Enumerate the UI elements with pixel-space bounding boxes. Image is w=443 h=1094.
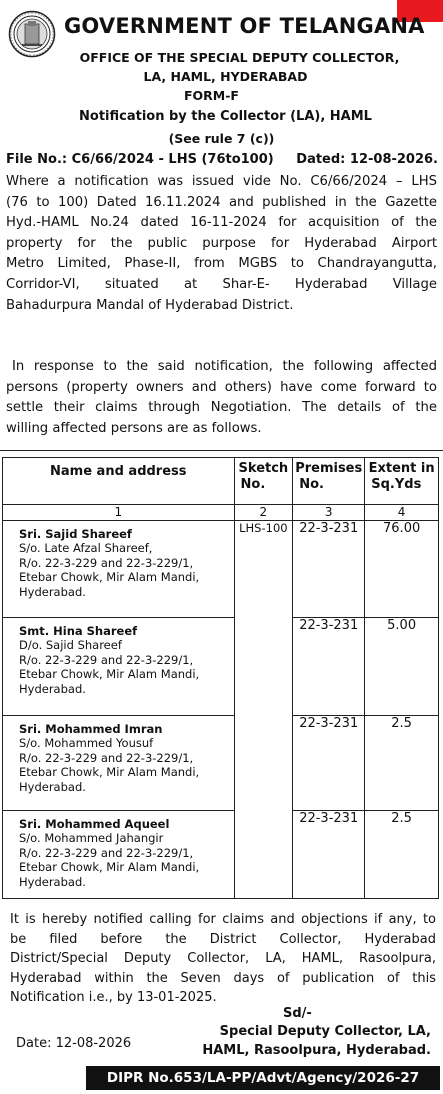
- header-premises-line: Premises: [295, 461, 363, 476]
- person-detail: D/o. Sajid Shareef: [19, 638, 122, 653]
- person-detail: Etebar Chowk, Mir Alam Mandi,: [19, 570, 200, 585]
- column-number: 3: [293, 505, 365, 521]
- table-row: [3, 716, 439, 811]
- notice-line: District/Special Deputy Collector, LA, HAML, Rasoolpura,: [10, 951, 436, 966]
- paragraph-1-line: Metro Limited, Phase-II, from MGBS to Chandrayangutta,: [6, 256, 437, 272]
- header-sketch: [234, 458, 293, 505]
- claims-notice-paragraph: [10, 910, 436, 1008]
- column-number: 2: [234, 505, 293, 521]
- person-detail: Hyderabad.: [19, 681, 86, 696]
- notification-heading: Notification by the Collector (LA), HAML: [79, 109, 372, 124]
- notice-line: Hyderabad within the Seven days of publication of this: [10, 970, 436, 986]
- person-name: Sri. Sajid Shareef: [19, 527, 132, 541]
- table-number-row: [3, 505, 439, 521]
- paragraph-2-line: willing affected persons are as follows.: [6, 420, 262, 436]
- paragraph-1-line: Corridor-VI, situated at Shar-E- Hyderabad Village: [6, 276, 437, 292]
- premises-number: 22-3-231: [293, 811, 365, 899]
- file-number-line: [6, 152, 438, 167]
- paragraph-1-line: Hyd.-HAML No.24 dated 16-11-2024 for acquisition of the: [6, 215, 437, 231]
- header-sketch-line: Sketch: [238, 461, 289, 476]
- dated: Dated: 12-08-2026.: [296, 152, 438, 167]
- person-name: Smt. Hina Shareef: [19, 624, 138, 638]
- divider: [0, 450, 443, 451]
- sketch-number: LHS-100: [234, 521, 293, 899]
- person-name: Sri. Mohammed Aqueel: [19, 817, 170, 831]
- person-detail: Etebar Chowk, Mir Alam Mandi,: [19, 765, 200, 780]
- paragraph-2-line: persons (property owners and others) have come forward to: [6, 379, 437, 395]
- paragraph-2-line: settle their claims through Negotiation. The details of the: [6, 400, 437, 416]
- file-number: File No.: C6/66/2024 - LHS (76to100): [6, 152, 274, 167]
- person-cell: [3, 716, 235, 811]
- rule-reference: (See rule 7 (c)): [168, 131, 275, 146]
- extent-value: 76.00: [365, 521, 439, 618]
- table-row: [3, 521, 439, 618]
- signature-sd: Sd/-: [283, 1006, 312, 1021]
- header-extent-line: Extent in: [368, 461, 435, 476]
- person-detail: R/o. 22-3-229 and 22-3-229/1,: [19, 652, 194, 667]
- government-title: GOVERNMENT OF TELANGANA: [64, 14, 425, 38]
- person-detail: Etebar Chowk, Mir Alam Mandi,: [19, 667, 200, 682]
- header-name-address-label: Name and address: [50, 464, 187, 479]
- table-row: [3, 618, 439, 716]
- paragraph-1-line: Where a notification was issued vide No. C6/66/2024 – LHS: [6, 174, 437, 189]
- notice-line: It is hereby notified calling for claims and objections if any, to: [10, 912, 436, 927]
- person-detail: R/o. 22-3-229 and 22-3-229/1,: [19, 555, 194, 570]
- header-extent: [365, 458, 439, 505]
- dipr-number-banner: DIPR No.653/LA-PP/Advt/Agency/2026-27: [86, 1066, 440, 1090]
- paragraph-2: [6, 357, 437, 439]
- paragraph-1: [6, 172, 437, 316]
- premises-number: 22-3-231: [293, 716, 365, 811]
- person-detail: Hyderabad.: [19, 584, 86, 599]
- person-detail: R/o. 22-3-229 and 22-3-229/1,: [19, 845, 194, 860]
- extent-value: 5.00: [365, 618, 439, 716]
- paragraph-1-line: Bahadurpura Mandal of Hyderabad District.: [6, 297, 294, 313]
- form-label: FORM-F: [184, 88, 239, 103]
- notice-line: be filed before the District Collector, Hyderabad: [10, 931, 436, 947]
- column-number: 1: [3, 505, 235, 521]
- premises-number: 22-3-231: [293, 618, 365, 716]
- column-number: 4: [365, 505, 439, 521]
- extent-value: 2.5: [365, 716, 439, 811]
- person-detail: Hyderabad.: [19, 779, 86, 794]
- office-line-2: LA, HAML, HYDERABAD: [143, 69, 308, 84]
- claims-table: [2, 457, 439, 899]
- header-premises-line: No.: [299, 477, 324, 492]
- paragraph-1-line: (76 to 100) Dated 16.11.2024 and published in the Gazette: [6, 194, 437, 210]
- signatory-line-2: HAML, Rasoolpura, Hyderabad.: [202, 1043, 431, 1058]
- header-name-address: [3, 458, 235, 505]
- person-cell: [3, 618, 235, 716]
- header-sketch-line: No.: [240, 477, 266, 492]
- person-detail: S/o. Late Afzal Shareef,: [19, 541, 153, 556]
- paragraph-1-line: property for the public purpose for Hyderabad Airport: [6, 235, 437, 251]
- premises-number: 22-3-231: [293, 521, 365, 618]
- person-detail: Etebar Chowk, Mir Alam Mandi,: [19, 860, 200, 875]
- person-detail: Hyderabad.: [19, 874, 86, 889]
- person-detail: S/o. Mohammed Yousuf: [19, 736, 154, 751]
- signatory-line-1: Special Deputy Collector, LA,: [219, 1024, 431, 1039]
- person-name: Sri. Mohammed Imran: [19, 722, 163, 736]
- footer-date: Date: 12-08-2026: [16, 1036, 132, 1051]
- person-cell: [3, 811, 235, 899]
- header-extent-line: Sq.Yds: [371, 477, 422, 492]
- person-detail: R/o. 22-3-229 and 22-3-229/1,: [19, 750, 194, 765]
- header-premises: [293, 458, 365, 505]
- paragraph-2-line: In response to the said notification, the following affected: [12, 359, 437, 374]
- table-header-row: [3, 458, 439, 505]
- notice-line: Notification i.e., by 13-01-2025.: [10, 990, 217, 1005]
- person-detail: S/o. Mohammed Jahangir: [19, 831, 164, 846]
- table-row: [3, 811, 439, 899]
- person-cell: [3, 521, 235, 618]
- office-line-1: OFFICE OF THE SPECIAL DEPUTY COLLECTOR,: [79, 50, 400, 65]
- extent-value: 2.5: [365, 811, 439, 899]
